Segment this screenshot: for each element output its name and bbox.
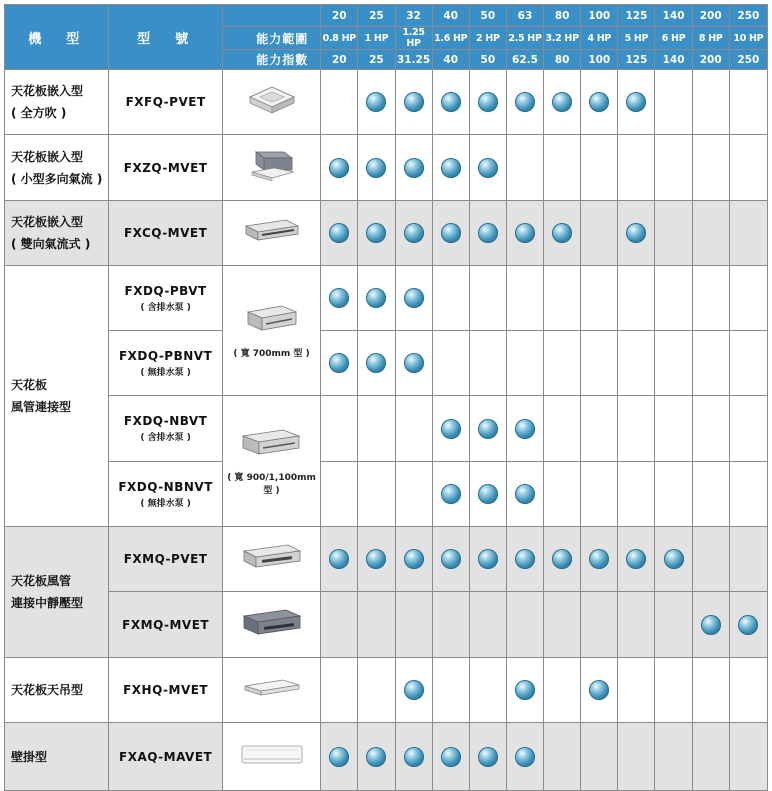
class-header: 32 <box>395 5 432 27</box>
type-cell <box>5 201 109 266</box>
availability-cell <box>358 658 395 723</box>
availability-cell <box>692 70 729 135</box>
model-note: ( 含排水泵 ) <box>140 302 191 313</box>
availability-cell <box>358 201 395 266</box>
available-marker-icon <box>329 288 349 308</box>
availability-cell <box>655 331 692 396</box>
available-marker-icon <box>478 419 498 439</box>
availability-cell <box>729 135 767 201</box>
available-marker-icon <box>478 223 498 243</box>
availability-cell <box>395 462 432 527</box>
availability-cell <box>581 70 618 135</box>
availability-cell <box>395 527 432 592</box>
availability-cell <box>618 135 655 201</box>
index-header: 140 <box>655 50 692 70</box>
availability-cell <box>321 331 358 396</box>
table-row <box>5 723 768 791</box>
availability-cell <box>506 396 543 462</box>
availability-cell <box>692 135 729 201</box>
unit-image-cell <box>222 70 320 135</box>
availability-cell <box>395 266 432 331</box>
available-marker-icon <box>701 615 721 635</box>
hp-header: 5 HP <box>618 27 655 50</box>
type-cell <box>5 266 109 527</box>
type-sublabel: 風管連接型 <box>11 400 72 414</box>
type-cell <box>5 70 109 135</box>
unit-width-note: ( 寬 700mm 型 ) <box>233 349 310 359</box>
class-header: 80 <box>544 5 581 27</box>
availability-cell <box>358 70 395 135</box>
availability-cell <box>544 462 581 527</box>
type-label: 壁掛型 <box>11 749 48 764</box>
index-header: 31.25 <box>395 50 432 70</box>
availability-cell <box>692 462 729 527</box>
model-note: ( 含排水泵 ) <box>140 433 191 443</box>
available-marker-icon <box>366 353 386 373</box>
model-name: FXDQ-PBVT <box>124 283 207 298</box>
class-header: 63 <box>506 5 543 27</box>
table-row <box>5 266 768 331</box>
hp-header: 10 HP <box>729 27 767 50</box>
availability-cell <box>321 592 358 658</box>
availability-cell <box>692 266 729 331</box>
available-marker-icon <box>366 549 386 569</box>
availability-cell <box>618 396 655 462</box>
class-header: 140 <box>655 5 692 27</box>
availability-cell <box>655 462 692 527</box>
availability-cell <box>655 723 692 791</box>
availability-cell <box>432 70 469 135</box>
available-marker-icon <box>329 353 349 373</box>
availability-cell <box>655 592 692 658</box>
availability-cell <box>581 527 618 592</box>
type-cell <box>5 723 109 791</box>
availability-cell <box>655 70 692 135</box>
availability-cell <box>358 527 395 592</box>
availability-cell <box>544 70 581 135</box>
unit-image-cell <box>222 396 320 527</box>
available-marker-icon <box>626 223 646 243</box>
hp-header: 2.5 HP <box>506 27 543 50</box>
index-header: 20 <box>321 50 358 70</box>
available-marker-icon <box>366 158 386 178</box>
availability-cell <box>358 723 395 791</box>
availability-cell <box>395 396 432 462</box>
hp-header: 6 HP <box>655 27 692 50</box>
index-header: 40 <box>432 50 469 70</box>
availability-cell <box>655 266 692 331</box>
table-row <box>5 462 768 527</box>
unit-image-cell <box>222 266 320 396</box>
index-header: 100 <box>581 50 618 70</box>
type-sublabel: ( 全方吹 ) <box>11 106 67 120</box>
hp-header: 0.8 HP <box>321 27 358 50</box>
availability-cell <box>506 462 543 527</box>
availability-cell <box>544 331 581 396</box>
table-row <box>5 396 768 462</box>
available-marker-icon <box>589 680 609 700</box>
static-duct-unit-icon <box>240 543 304 571</box>
availability-cell <box>581 658 618 723</box>
unit-image-cell <box>222 592 320 658</box>
available-marker-icon <box>366 223 386 243</box>
available-marker-icon <box>329 747 349 767</box>
available-marker-icon <box>329 549 349 569</box>
available-marker-icon <box>515 747 535 767</box>
available-marker-icon <box>626 92 646 112</box>
availability-cell <box>432 658 469 723</box>
hp-header: 3.2 HP <box>544 27 581 50</box>
available-marker-icon <box>589 92 609 112</box>
index-header: 50 <box>469 50 506 70</box>
availability-cell <box>395 592 432 658</box>
model-cell: FXFQ-PVET <box>109 70 222 135</box>
capacity-index-label: 能力指數 <box>222 50 320 70</box>
available-marker-icon <box>478 747 498 767</box>
capacity-range-label: 能力範圍 <box>222 27 320 50</box>
available-marker-icon <box>552 92 572 112</box>
table-row <box>5 331 768 396</box>
availability-cell <box>395 201 432 266</box>
availability-cell <box>729 70 767 135</box>
availability-cell <box>432 462 469 527</box>
capacity-table <box>4 4 768 791</box>
availability-cell <box>729 266 767 331</box>
type-sublabel: ( 小型多向氣流 ) <box>11 171 103 186</box>
model-name: FXDQ-PBNVT <box>118 348 213 363</box>
header-model: 型 號 <box>109 5 222 70</box>
class-header: 20 <box>321 5 358 27</box>
header-blank <box>222 5 320 27</box>
available-marker-icon <box>404 747 424 767</box>
model-cell: FXHQ-MVET <box>109 658 222 723</box>
type-label: 天花板 <box>11 378 48 392</box>
available-marker-icon <box>441 747 461 767</box>
table-row <box>5 135 768 201</box>
hp-header: 4 HP <box>581 27 618 50</box>
availability-cell <box>506 331 543 396</box>
availability-cell <box>506 70 543 135</box>
availability-cell <box>358 396 395 462</box>
type-label: 天花板天吊型 <box>11 683 84 697</box>
availability-cell <box>581 396 618 462</box>
availability-cell <box>581 331 618 396</box>
availability-cell <box>618 201 655 266</box>
unit-image-cell <box>222 135 320 201</box>
availability-cell <box>581 592 618 658</box>
unit-image-cell <box>222 658 320 723</box>
available-marker-icon <box>589 549 609 569</box>
wall-mounted-unit-icon <box>239 742 305 768</box>
availability-cell <box>432 331 469 396</box>
index-header: 125 <box>618 50 655 70</box>
available-marker-icon <box>552 223 572 243</box>
availability-cell <box>321 723 358 791</box>
available-marker-icon <box>515 680 535 700</box>
unit-width-note: ( 寬 900/1,100mm 型 ) <box>227 473 316 496</box>
availability-cell <box>321 70 358 135</box>
available-marker-icon <box>404 158 424 178</box>
availability-cell <box>358 592 395 658</box>
availability-cell <box>469 135 506 201</box>
availability-cell <box>729 658 767 723</box>
available-marker-icon <box>441 549 461 569</box>
type-label: 天花板風管 <box>11 574 72 588</box>
available-marker-icon <box>441 223 461 243</box>
available-marker-icon <box>478 484 498 504</box>
availability-cell <box>432 266 469 331</box>
available-marker-icon <box>738 615 758 635</box>
availability-cell <box>506 658 543 723</box>
availability-cell <box>729 331 767 396</box>
large-duct-unit-icon <box>240 608 304 638</box>
availability-cell <box>432 592 469 658</box>
available-marker-icon <box>478 549 498 569</box>
availability-cell <box>469 527 506 592</box>
available-marker-icon <box>404 223 424 243</box>
availability-cell <box>321 658 358 723</box>
availability-cell <box>729 723 767 791</box>
table-row <box>5 201 768 266</box>
model-note: ( 無排水泵 ) <box>140 367 191 378</box>
available-marker-icon <box>515 419 535 439</box>
availability-cell <box>469 462 506 527</box>
model-cell <box>109 462 222 527</box>
availability-cell <box>469 723 506 791</box>
availability-cell <box>655 135 692 201</box>
availability-cell <box>469 658 506 723</box>
unit-image-cell <box>222 527 320 592</box>
class-header: 125 <box>618 5 655 27</box>
availability-cell <box>692 658 729 723</box>
hp-header: 1.25 HP <box>395 27 432 50</box>
availability-cell <box>321 266 358 331</box>
availability-cell <box>432 135 469 201</box>
availability-cell <box>581 723 618 791</box>
type-sublabel: 連接中靜壓型 <box>11 596 84 610</box>
availability-cell <box>618 331 655 396</box>
availability-cell <box>469 331 506 396</box>
availability-cell <box>544 266 581 331</box>
index-header: 62.5 <box>506 50 543 70</box>
availability-cell <box>581 266 618 331</box>
hp-header: 1.6 HP <box>432 27 469 50</box>
available-marker-icon <box>404 288 424 308</box>
availability-cell <box>729 201 767 266</box>
availability-cell <box>544 527 581 592</box>
availability-cell <box>506 135 543 201</box>
hp-header: 2 HP <box>469 27 506 50</box>
available-marker-icon <box>515 484 535 504</box>
type-cell <box>5 527 109 658</box>
availability-cell <box>432 723 469 791</box>
availability-cell <box>618 527 655 592</box>
availability-cell <box>432 396 469 462</box>
availability-cell <box>506 723 543 791</box>
availability-cell <box>358 266 395 331</box>
availability-cell <box>395 331 432 396</box>
table-row <box>5 592 768 658</box>
availability-cell <box>618 723 655 791</box>
class-header: 50 <box>469 5 506 27</box>
header-type: 機 型 <box>5 5 109 70</box>
type-label: 天花板嵌入型 <box>11 84 84 98</box>
available-marker-icon <box>515 92 535 112</box>
availability-cell <box>692 592 729 658</box>
availability-cell <box>618 592 655 658</box>
availability-cell <box>544 201 581 266</box>
availability-cell <box>618 658 655 723</box>
type-cell <box>5 135 109 201</box>
availability-cell <box>544 723 581 791</box>
model-cell: FXCQ-MVET <box>109 201 222 266</box>
available-marker-icon <box>404 92 424 112</box>
available-marker-icon <box>441 92 461 112</box>
availability-cell <box>544 396 581 462</box>
table-row <box>5 70 768 135</box>
hp-header: 1 HP <box>358 27 395 50</box>
availability-cell <box>506 266 543 331</box>
availability-cell <box>618 266 655 331</box>
available-marker-icon <box>366 747 386 767</box>
availability-cell <box>692 331 729 396</box>
availability-cell <box>729 396 767 462</box>
availability-cell <box>358 135 395 201</box>
availability-cell <box>655 396 692 462</box>
model-name: FXDQ-NBVT <box>123 414 208 428</box>
header-row-classes <box>5 5 768 27</box>
model-cell: FXMQ-MVET <box>109 592 222 658</box>
class-header: 250 <box>729 5 767 27</box>
availability-cell <box>729 462 767 527</box>
availability-cell <box>469 266 506 331</box>
model-cell: FXMQ-PVET <box>109 527 222 592</box>
availability-cell <box>544 658 581 723</box>
availability-cell <box>395 70 432 135</box>
availability-cell <box>655 527 692 592</box>
available-marker-icon <box>441 419 461 439</box>
availability-cell <box>655 201 692 266</box>
availability-cell <box>581 201 618 266</box>
unit-image-cell <box>222 201 320 266</box>
availability-cell <box>321 462 358 527</box>
availability-cell <box>581 462 618 527</box>
type-label: 天花板嵌入型 <box>11 215 84 229</box>
available-marker-icon <box>515 549 535 569</box>
available-marker-icon <box>478 92 498 112</box>
availability-cell <box>469 70 506 135</box>
slim-duct-unit-icon <box>242 302 302 336</box>
available-marker-icon <box>329 158 349 178</box>
wide-duct-unit-icon <box>239 426 305 460</box>
available-marker-icon <box>478 158 498 178</box>
table-row <box>5 527 768 592</box>
class-header: 100 <box>581 5 618 27</box>
availability-cell <box>692 527 729 592</box>
availability-cell <box>469 201 506 266</box>
available-marker-icon <box>404 680 424 700</box>
available-marker-icon <box>329 223 349 243</box>
availability-cell <box>321 396 358 462</box>
availability-cell <box>432 201 469 266</box>
availability-cell <box>432 527 469 592</box>
availability-cell <box>618 70 655 135</box>
type-sublabel: ( 雙向氣流式 ) <box>11 237 91 251</box>
index-header: 200 <box>692 50 729 70</box>
class-header: 40 <box>432 5 469 27</box>
model-cell <box>109 266 222 331</box>
availability-cell <box>544 135 581 201</box>
available-marker-icon <box>441 484 461 504</box>
available-marker-icon <box>626 549 646 569</box>
availability-cell <box>395 658 432 723</box>
availability-cell <box>655 658 692 723</box>
available-marker-icon <box>515 223 535 243</box>
availability-cell <box>581 135 618 201</box>
availability-cell <box>729 592 767 658</box>
availability-cell <box>729 527 767 592</box>
availability-cell <box>395 723 432 791</box>
model-cell <box>109 331 222 396</box>
availability-cell <box>358 331 395 396</box>
availability-cell <box>469 592 506 658</box>
hp-header: 8 HP <box>692 27 729 50</box>
availability-cell <box>692 201 729 266</box>
class-header: 200 <box>692 5 729 27</box>
ceiling-suspended-unit-icon <box>241 676 303 700</box>
index-header: 80 <box>544 50 581 70</box>
model-cell: FXZQ-MVET <box>109 135 222 201</box>
availability-cell <box>506 592 543 658</box>
index-header: 250 <box>729 50 767 70</box>
type-cell <box>5 658 109 723</box>
available-marker-icon <box>404 353 424 373</box>
availability-cell <box>321 135 358 201</box>
availability-cell <box>506 201 543 266</box>
cassette-unit-icon <box>246 83 298 117</box>
availability-cell <box>469 396 506 462</box>
availability-cell <box>321 527 358 592</box>
availability-cell <box>321 201 358 266</box>
available-marker-icon <box>664 549 684 569</box>
compact-cassette-unit-icon <box>246 146 298 186</box>
availability-cell <box>692 723 729 791</box>
availability-cell <box>358 462 395 527</box>
table-row <box>5 658 768 723</box>
available-marker-icon <box>552 549 572 569</box>
available-marker-icon <box>366 288 386 308</box>
two-way-cassette-unit-icon <box>242 216 302 246</box>
availability-cell <box>544 592 581 658</box>
index-header: 25 <box>358 50 395 70</box>
availability-cell <box>618 462 655 527</box>
unit-image-cell <box>222 723 320 791</box>
availability-cell <box>506 527 543 592</box>
available-marker-icon <box>441 158 461 178</box>
model-cell: FXAQ-MAVET <box>109 723 222 791</box>
class-header: 25 <box>358 5 395 27</box>
model-name: FXDQ-NBNVT <box>118 479 213 494</box>
type-label: 天花板嵌入型 <box>11 149 84 164</box>
model-cell <box>109 396 222 462</box>
available-marker-icon <box>404 549 424 569</box>
availability-cell <box>395 135 432 201</box>
availability-cell <box>692 396 729 462</box>
available-marker-icon <box>366 92 386 112</box>
model-note: ( 無排水泵 ) <box>140 498 191 509</box>
